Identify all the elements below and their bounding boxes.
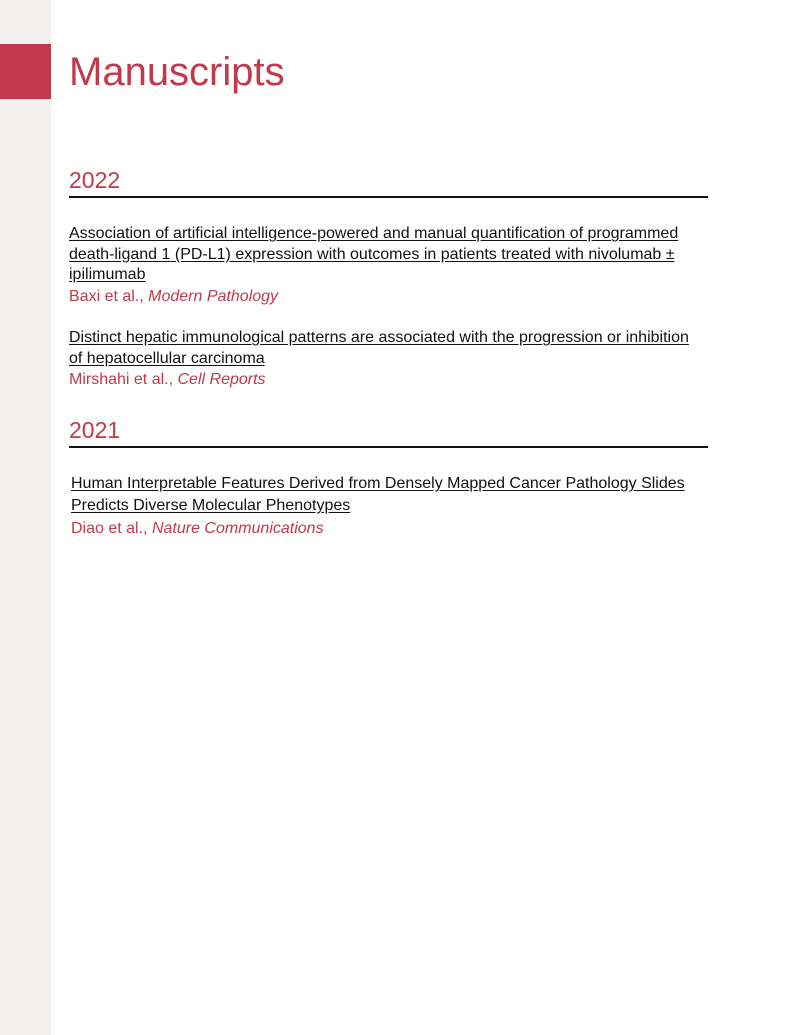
year-section-2022 bbox=[69, 166, 708, 198]
year-section-2021 bbox=[69, 416, 708, 448]
manuscript-authors: Mirshahi et al., bbox=[69, 371, 174, 388]
manuscript-title-link[interactable]: Human Interpretable Features Derived from Densely Mapped Cancer Pathology Slides Predicts Diverse Molecular Phenotypes bbox=[71, 475, 685, 514]
side-strip bbox=[0, 0, 51, 1035]
manuscript-entry bbox=[69, 328, 699, 390]
manuscript-title-link[interactable]: Association of artificial intelligence-powered and manual quantification of programmed death-ligand 1 (PD-L1) expression with outcomes in patients treated with nivolumab ± ipilimumab bbox=[69, 225, 679, 283]
manuscript-citation bbox=[71, 517, 701, 540]
page-title: Manuscripts bbox=[69, 50, 285, 94]
manuscript-journal: Modern Pathology bbox=[148, 287, 279, 305]
manuscript-title-link[interactable]: Distinct hepatic immunological patterns are associated with the progression or inhibition of hepatocellular carcinoma bbox=[69, 329, 689, 367]
year-heading: 2022 bbox=[69, 166, 708, 198]
manuscript-authors: Diao et al., bbox=[71, 520, 148, 537]
manuscript-entry bbox=[71, 473, 701, 540]
year-heading: 2021 bbox=[69, 416, 708, 448]
manuscript-citation bbox=[69, 286, 699, 307]
accent-block bbox=[0, 44, 51, 99]
manuscript-entry bbox=[69, 224, 699, 307]
manuscript-authors: Baxi et al., bbox=[69, 287, 144, 305]
manuscript-citation bbox=[69, 369, 699, 390]
manuscript-journal: Nature Communications bbox=[151, 520, 324, 537]
manuscript-journal: Cell Reports bbox=[177, 371, 266, 388]
